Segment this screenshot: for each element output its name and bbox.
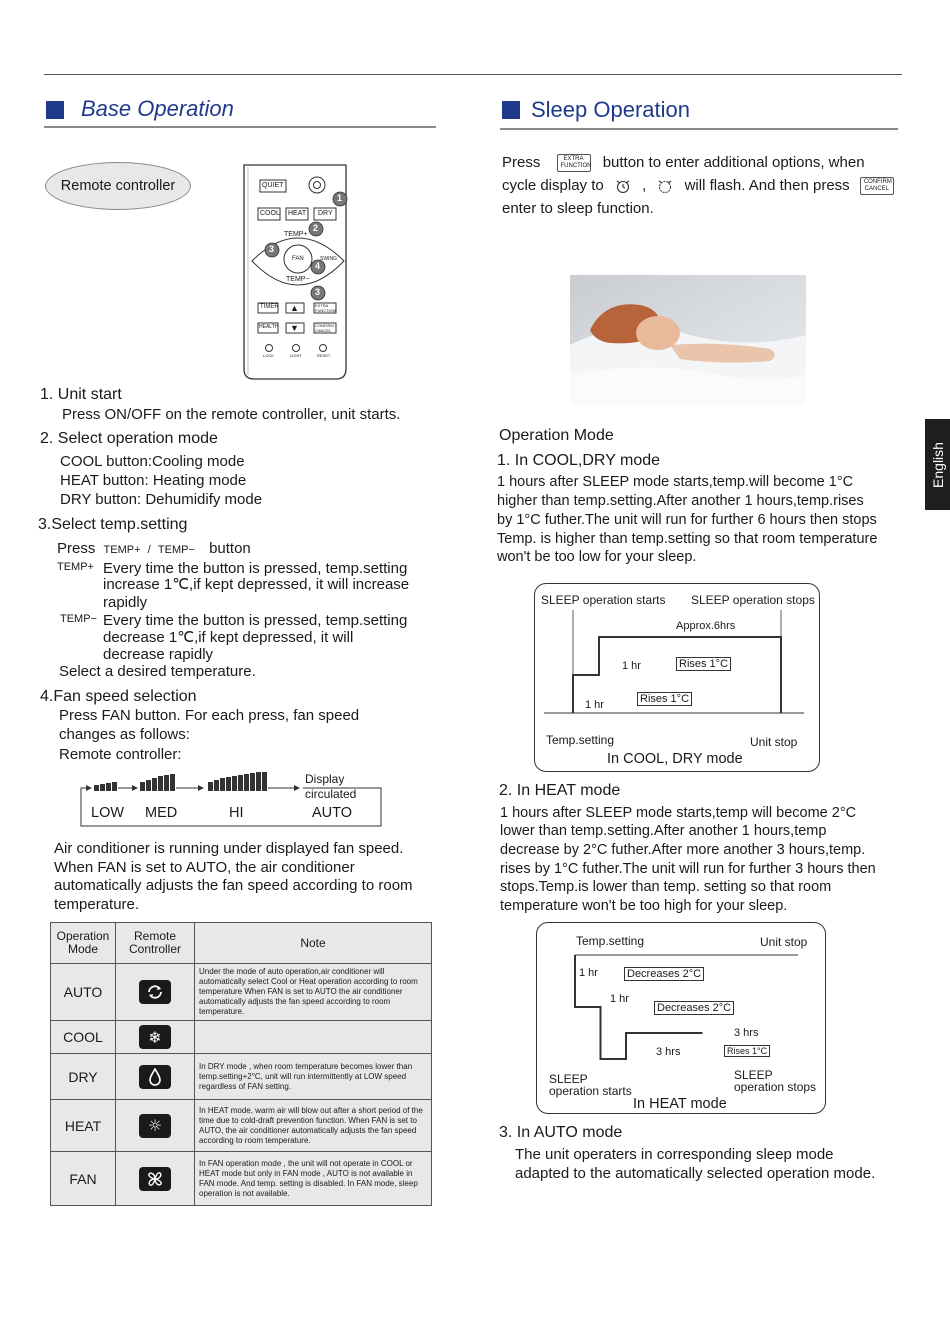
fan-text-line-4: temperature. bbox=[54, 896, 140, 913]
table-row bbox=[51, 1152, 432, 1206]
temp-press-line: Press TEMP+ / TEMP− button bbox=[57, 540, 251, 557]
remote-temp-up-label: TEMP+ bbox=[284, 231, 308, 238]
confirm-cancel-button-icon: CONFIRM CANCEL bbox=[860, 177, 894, 195]
table-row bbox=[51, 1021, 432, 1054]
cool-dry-line-5: won't be too low for your sleep. bbox=[497, 549, 697, 565]
temp-plus-line-2: increase 1℃,if kept depressed, it will increase bbox=[103, 576, 410, 593]
chart2-baseline-label: Temp.setting bbox=[576, 934, 645, 948]
mode-note: In DRY mode , when room temperature becomes lower than temp.setting+2°C, unit will run intermittently at LOW speed regardless of FAN setting. bbox=[195, 1054, 432, 1100]
mode-note: Under the mode of auto operation,air conditioner will automatically select Cool or Heat operation according to room temperature When FAN is set to AUTO the air conditioner automatically adjusts the fan speed according to room temperature. bbox=[195, 964, 432, 1021]
callout-1: 1 bbox=[337, 193, 343, 203]
temp-minus-label: TEMP− bbox=[60, 613, 97, 625]
fan-low-label: LOW bbox=[91, 805, 125, 821]
chart1-rise1-label: Rises 1°C bbox=[637, 692, 692, 706]
table-row bbox=[51, 1100, 432, 1152]
heat-line-5: stops.Temp.is lower than temp. setting so that room bbox=[500, 879, 832, 895]
fan-text-line-1: Air conditioner is running under displayed fan speed. bbox=[54, 840, 404, 857]
title-underline bbox=[44, 126, 436, 128]
fan-speed-line-3: Remote controller: bbox=[59, 746, 182, 763]
chart1-baseline-label: Temp.setting bbox=[546, 733, 615, 747]
heat-line-3: decrease by 2°C futher.After more another 3 hours,temp. bbox=[500, 842, 866, 858]
remote-extra-label: EXTRA FUNCTION bbox=[315, 303, 336, 313]
table-header-row bbox=[51, 923, 432, 964]
remote-fan-label: FAN bbox=[292, 256, 304, 262]
sun-icon: ☼ bbox=[139, 1114, 171, 1138]
heat-line-1: 1 hours after SLEEP mode starts,temp will become 2°C bbox=[500, 805, 857, 821]
fan-speed-heading: 4.Fan speed selection bbox=[40, 688, 197, 705]
mode-note: In HEAT mode, warm air will blow out after a short period of the time due to cold-draft prevention function. When FAN is set to AUTO, the air conditioner automatically adjusts the fan speed according to room temperature. bbox=[195, 1100, 432, 1152]
mode-name: HEAT bbox=[51, 1100, 116, 1152]
sleep-intro-line-2: cycle display to , will flash. And then press CONFIRM CANCEL bbox=[502, 177, 892, 194]
cool-dry-line-1: 1 hours after SLEEP mode starts,temp.will become 1°C bbox=[497, 474, 854, 490]
fan-speed-line-2: changes as follows: bbox=[59, 726, 190, 743]
chart1-step1-label: 1 hr bbox=[585, 699, 604, 711]
mode-name: COOL bbox=[51, 1021, 116, 1054]
fan-med-label: MED bbox=[145, 805, 178, 821]
mode-name: AUTO bbox=[51, 964, 116, 1021]
remote-controller-label: Remote controller bbox=[45, 162, 191, 210]
mode-note: In FAN operation mode , the unit will not operate in COOL or HEAT mode but only in FAN mode , AUTO is not available in FAN mode. And temp. setting is disabled. In FAN mode, sleep operation is not available. bbox=[195, 1152, 432, 1206]
temp-select-line: Select a desired temperature. bbox=[59, 663, 256, 680]
heat-line-4: rises by 1°C futher.The unit will run for further 3 hours then bbox=[500, 861, 876, 877]
callout-3b: 3 bbox=[315, 287, 321, 297]
chart2-step3-label: 3 hrs bbox=[656, 1046, 681, 1058]
mode-icon-cell bbox=[116, 1021, 195, 1054]
chart2-start-label-2: operation starts bbox=[549, 1084, 632, 1098]
fan-speed-line-1: Press FAN button. For each press, fan speed bbox=[59, 707, 360, 724]
remote-timer-label: TIMER bbox=[260, 304, 279, 310]
header-operation-mode: Operation Mode bbox=[51, 923, 116, 964]
heat-line-2: lower than temp.setting.After another 1 hours,temp bbox=[500, 823, 827, 839]
temp-plus-label: TEMP+ bbox=[57, 561, 94, 573]
chart2-rise-label: Rises 1°C bbox=[724, 1045, 770, 1057]
mode-note bbox=[195, 1021, 432, 1054]
mode-icon-cell bbox=[116, 1152, 195, 1206]
temp-plus-line-3: rapidly bbox=[103, 594, 148, 611]
callout-4: 4 bbox=[315, 261, 321, 271]
cool-dry-line-4: Temp. is higher than temp.setting so that room temperature bbox=[497, 531, 878, 547]
chart1-title: In COOL, DRY mode bbox=[607, 751, 743, 767]
select-mode-heading: 2. Select operation mode bbox=[40, 430, 218, 447]
unit-start-heading: 1. Unit start bbox=[40, 386, 122, 403]
language-side-tab: English bbox=[925, 419, 950, 510]
sleep-intro-line-3: enter to sleep function. bbox=[502, 200, 654, 217]
remote-cool-label: COOL bbox=[260, 210, 280, 217]
top-rule bbox=[44, 74, 902, 75]
header-remote-controller: Remote Controller bbox=[116, 923, 195, 964]
remote-swing-label: SWING bbox=[320, 256, 337, 262]
mode-name: FAN bbox=[51, 1152, 116, 1206]
title-underline bbox=[500, 128, 898, 130]
heat-heading: 2. In HEAT mode bbox=[499, 782, 621, 799]
mode-name: DRY bbox=[51, 1054, 116, 1100]
chart2-step2-label: 1 hr bbox=[610, 993, 629, 1005]
base-operation-title: Base Operation bbox=[81, 96, 234, 121]
fan-circulated-label: circulated bbox=[305, 787, 357, 801]
remote-up-arrow-icon: ▲ bbox=[290, 303, 299, 313]
sleeping-woman-photo bbox=[570, 275, 806, 406]
sleep-operation-title: Sleep Operation bbox=[531, 97, 690, 122]
mode-dry-line: DRY button: Dehumidify mode bbox=[60, 491, 263, 508]
chart1-unit-stop-label: Unit stop bbox=[750, 735, 798, 749]
temp-minus-line-1: Every time the button is pressed, temp.setting bbox=[103, 612, 408, 629]
auto-cycle-icon bbox=[139, 980, 171, 1004]
unit-start-text: Press ON/OFF on the remote controller, unit starts. bbox=[62, 406, 401, 423]
operation-mode-table bbox=[50, 922, 432, 1206]
remote-down-arrow-icon: ▼ bbox=[290, 323, 299, 333]
mode-icon-cell bbox=[116, 1054, 195, 1100]
mode-icon-cell bbox=[116, 964, 195, 1021]
fan-hi-label: HI bbox=[229, 805, 244, 821]
table-row bbox=[51, 964, 432, 1021]
chart1-rise2-label: Rises 1°C bbox=[676, 657, 731, 671]
chart1-step3-label: Approx.6hrs bbox=[676, 620, 736, 632]
remote-reset-label: RESET bbox=[317, 353, 331, 358]
temp-setting-heading: 3.Select temp.setting bbox=[38, 516, 188, 533]
auto-line-1: The unit operaters in corresponding sleep mode bbox=[515, 1146, 834, 1163]
chart1-start-label: SLEEP operation starts bbox=[541, 593, 666, 607]
chart2-start-label-1: SLEEP bbox=[549, 1072, 588, 1086]
fan-text-line-3: automatically adjusts the fan speed according to room bbox=[54, 877, 413, 894]
header-note: Note bbox=[195, 923, 432, 964]
section-marker bbox=[502, 101, 520, 119]
chart1-step2-label: 1 hr bbox=[622, 660, 641, 672]
temp-minus-line-3: decrease rapidly bbox=[103, 646, 214, 663]
chart2-decrease1-label: Decreases 2°C bbox=[624, 967, 704, 981]
auto-heading: 3. In AUTO mode bbox=[499, 1124, 623, 1141]
water-drop-icon bbox=[139, 1065, 171, 1089]
remote-lock-label: LOCK bbox=[263, 353, 274, 358]
chart1-stop-label: SLEEP operation stops bbox=[691, 593, 815, 607]
cool-dry-line-2: higher than temp.setting.After another 1 hours,temp.rises bbox=[497, 493, 864, 509]
chart2-step4-label: 3 hrs bbox=[734, 1027, 759, 1039]
chart2-stop-label-1: SLEEP bbox=[734, 1068, 773, 1082]
snowflake-icon: ❄ bbox=[139, 1025, 171, 1049]
temp-minus-line-2: decrease 1℃,if kept depressed, it will bbox=[103, 629, 354, 646]
chart2-title: In HEAT mode bbox=[633, 1096, 727, 1112]
remote-health-label: HEALTH bbox=[259, 324, 279, 330]
remote-light-label: LIGHT bbox=[290, 353, 302, 358]
sleep-alarm-flash-icon bbox=[656, 178, 674, 194]
fan-display-label: Display bbox=[305, 772, 345, 786]
chart2-unit-stop-label: Unit stop bbox=[760, 935, 808, 949]
mode-icon-cell bbox=[116, 1100, 195, 1152]
mode-cool-line: COOL button:Cooling mode bbox=[60, 453, 245, 470]
fan-icon bbox=[139, 1167, 171, 1191]
chart2-decrease2-label: Decreases 2°C bbox=[654, 1001, 734, 1015]
extra-function-button-icon: EXTRA FUNCTION bbox=[557, 154, 591, 172]
section-marker bbox=[46, 101, 64, 119]
fan-auto-label: AUTO bbox=[312, 805, 353, 821]
chart2-stop-label-2: operation stops bbox=[734, 1080, 817, 1094]
remote-dry-label: DRY bbox=[318, 210, 333, 217]
operation-mode-heading: Operation Mode bbox=[499, 427, 614, 444]
chart2-step1-label: 1 hr bbox=[579, 967, 598, 979]
auto-line-2: adapted to the automatically selected operation mode. bbox=[515, 1165, 876, 1182]
remote-temp-down-label: TEMP− bbox=[286, 276, 310, 283]
callout-2: 2 bbox=[313, 223, 319, 233]
cool-dry-line-3: by 1°C futher.The unit will run for further 6 hours then stops bbox=[497, 512, 877, 528]
temp-plus-line-1: Every time the button is pressed, temp.setting bbox=[103, 560, 408, 577]
mode-heat-line: HEAT button: Heating mode bbox=[60, 472, 247, 489]
remote-quiet-label: QUIET bbox=[262, 182, 284, 189]
remote-heat-label: HEAT bbox=[288, 210, 307, 217]
fan-text-line-2: When FAN is set to AUTO, the air conditioner bbox=[54, 859, 355, 876]
callout-3a: 3 bbox=[269, 244, 275, 254]
heat-line-6: temperature won't be too high for your sleep. bbox=[500, 898, 788, 914]
cool-dry-heading: 1. In COOL,DRY mode bbox=[497, 452, 661, 469]
remote-confirm-label: CONFIRM CANCEL bbox=[315, 323, 334, 333]
sleep-intro-line-1: Press EXTRA FUNCTION button to enter additional options, when bbox=[502, 154, 865, 171]
table-row bbox=[51, 1054, 432, 1100]
sleep-alarm-icon bbox=[614, 178, 632, 194]
